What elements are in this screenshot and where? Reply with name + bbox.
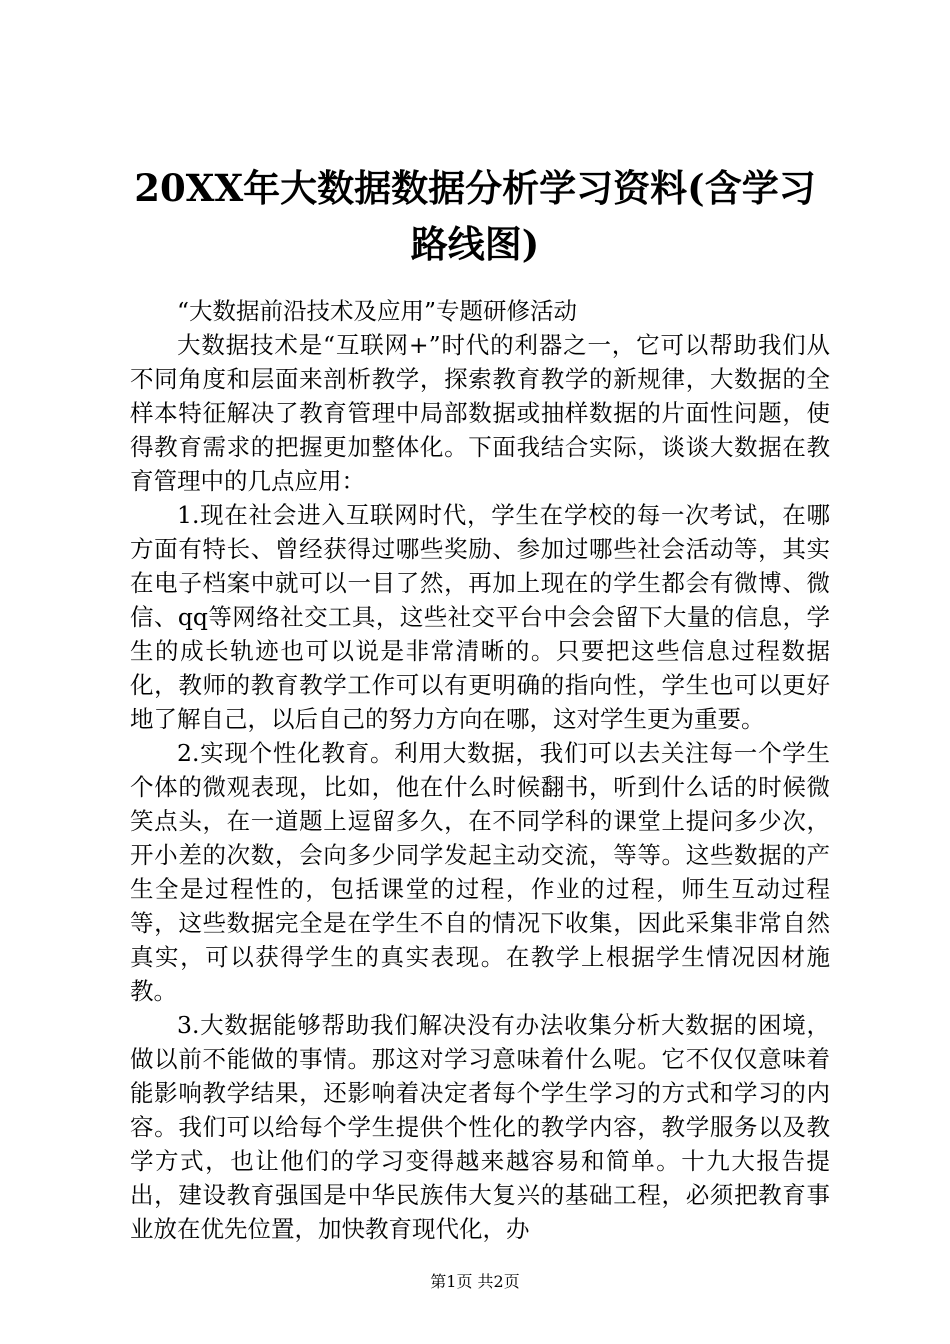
subtitle-paragraph: “大数据前沿技术及应用”专题研修活动	[177, 297, 578, 325]
point-3-paragraph: 3.大数据能够帮助我们解决没有办法收集分析大数据的困境，做以前不能做的事情。那这对学习意味着什么呢。它不仅仅意味着能影响教学结果，还影响着决定者每个学生学习的方式和学习的内容。我们可以给每个学生提供个性化的教学内容，教学服务以及教学方式，也让他们的学习变得越来越容易和简单。十九大报告提出，建设教育强国是中华民族伟大复兴的基础工程，必须把教育事业放在优先位置，加快教育现代化，办	[130, 1011, 830, 1243]
point-2-paragraph: 2.实现个性化教育。利用大数据，我们可以去关注每一个学生个体的微观表现，比如，他在什么时候翻书，听到什么话的时候微笑点头，在一道题上逗留多久，在不同学科的课堂上提问多少次，开小差的次数，会向多少同学发起主动交流，等等。这些数据的产生全是过程性的，包括课堂的过程，作业的过程，师生互动过程等，这些数据完全是在学生不自的情况下收集，因此采集非常自然真实，可以获得学生的真实表现。在教学上根据学生情况因材施教。	[130, 739, 830, 1005]
intro-paragraph: 大数据技术是“互联网+”时代的利器之一，它可以帮助我们从不同角度和层面来剖析教学，探索教育教学的新规律，大数据的全样本特征解决了教育管理中局部数据或抽样数据的片面性问题，使得教育需求的把握更加整体化。下面我结合实际，谈谈大数据在教育管理中的几点应用：	[130, 331, 830, 495]
point-1-paragraph: 1.现在社会进入互联网时代，学生在学校的每一次考试，在哪方面有特长、曾经获得过哪些奖励、参加过哪些社会活动等，其实在电子档案中就可以一目了然，再加上现在的学生都会有微博、微信、qq等网络社交工具，这些社交平台中会会留下大量的信息，学生的成长轨迹也可以说是非常清晰的。只要把这些信息过程数据化，教师的教育教学工作可以有更明确的指向性，学生也可以更好地了解自己，以后自己的努力方向在哪，这对学生更为重要。	[130, 501, 830, 733]
page-number-footer: 第1页 共2页	[430, 1272, 520, 1291]
document-title: 20XX年大数据数据分析学习资料(含学习路线图)	[134, 166, 816, 266]
document-body	[130, 294, 830, 1246]
